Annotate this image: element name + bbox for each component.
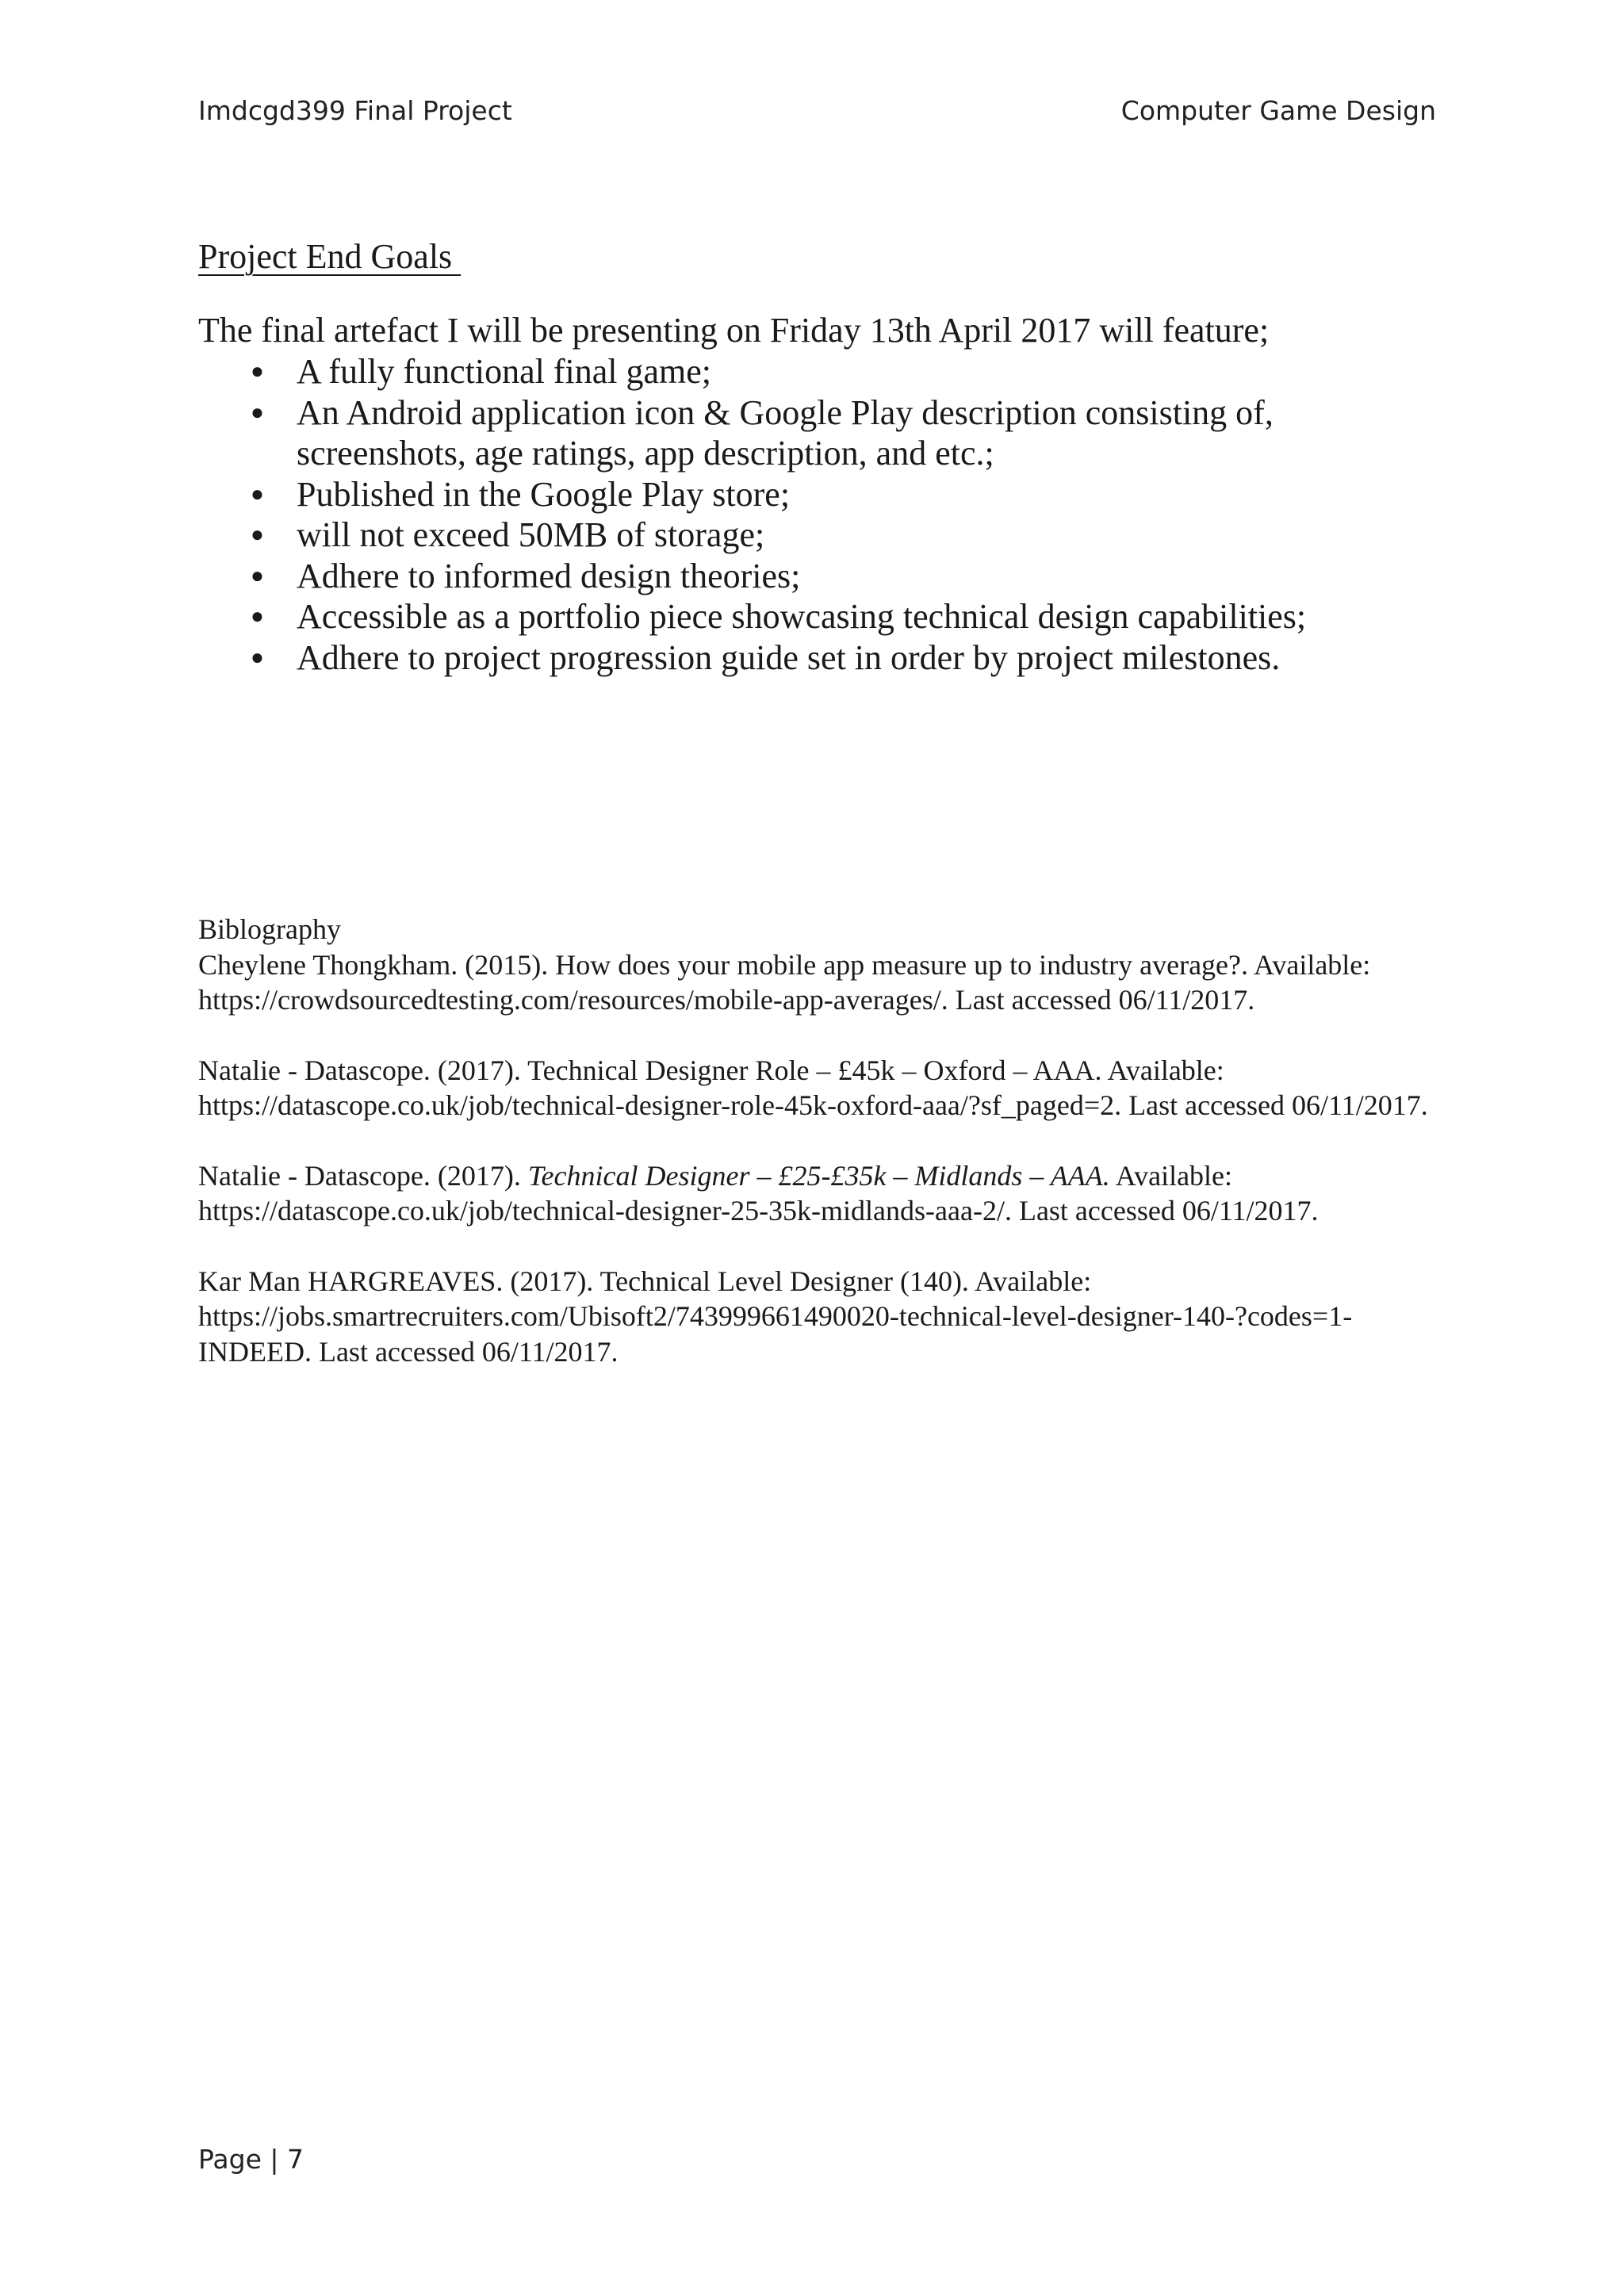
reference-title-italic: Technical Designer – £25-£35k – Midlands – AAA. <box>527 1159 1110 1192</box>
reference-text: Natalie - Datascope. (2017). Technical Designer Role – £45k – Oxford – AAA. Available: https://datascope.co.uk/job/technical-designer-role-45k-oxford-aaa/?sf_paged=2. Last accessed 06/11/2017. <box>198 1054 1428 1121</box>
reference-entry <box>198 947 1435 1018</box>
goal-item <box>251 515 1435 556</box>
goal-text: An Android application icon & Google Play description consisting of, screenshots, age ratings, app description, and etc.; <box>297 392 1274 473</box>
reference-text: Natalie - Datascope. (2017). <box>198 1159 528 1192</box>
goal-item <box>251 474 1435 515</box>
reference-entry <box>198 1264 1435 1370</box>
bullet-icon: ● <box>251 359 264 384</box>
header-course-title: Computer Game Design <box>1120 95 1436 126</box>
bullet-icon: ● <box>251 522 264 547</box>
bullet-icon: ● <box>251 400 264 425</box>
goal-text: will not exceed 50MB of storage; <box>297 515 765 554</box>
goal-item <box>251 596 1435 637</box>
goal-text: A fully functional final game; <box>297 352 711 391</box>
reference-entry <box>198 1053 1435 1123</box>
goal-item <box>251 351 1435 392</box>
bibliography-heading: Biblography <box>198 913 341 945</box>
goal-text: Adhere to project progression guide set in order by project milestones. <box>297 637 1281 677</box>
bullet-icon: ● <box>251 604 264 629</box>
reference-entry <box>198 1158 1435 1229</box>
page-footer <box>198 2144 304 2175</box>
goal-item <box>251 392 1435 474</box>
section-intro: The final artefact I will be presenting on Friday 13th April 2017 will feature; <box>198 311 1270 350</box>
goal-item <box>251 637 1435 679</box>
goals-list <box>198 351 1435 678</box>
bullet-icon: ● <box>251 563 264 588</box>
reference-text: Cheylene Thongkham. (2015). How does your mobile app measure up to industry average?. Available: https://crowdsourcedtesting.com/resources/mobile-app-averages/. Last accessed 06/11/2017. <box>198 948 1371 1016</box>
bullet-icon: ● <box>251 481 264 507</box>
goal-text: Published in the Google Play store; <box>297 474 791 514</box>
section-title: Project End Goals <box>198 237 462 276</box>
main-content <box>198 236 1435 678</box>
header-project-title: Imdcgd399 Final Project <box>198 95 512 126</box>
page-header <box>198 95 1436 126</box>
bibliography <box>198 912 1435 1404</box>
goal-text: Adhere to informed design theories; <box>297 556 801 595</box>
reference-text-after: Available: https://datascope.co.uk/job/technical-designer-25-35k-midlands-aaa-2/. Last accessed 06/11/2017. <box>198 1159 1319 1226</box>
goal-text: Accessible as a portfolio piece showcasing technical design capabilities; <box>297 597 1307 636</box>
page-number: Page | 7 <box>198 2144 304 2175</box>
goal-item <box>251 556 1435 597</box>
reference-text: Kar Man HARGREAVES. (2017). Technical Level Designer (140). Available: https://jobs.smartrecruiters.com/Ubisoft2/743999661490020-technical-level-designer-140-?codes=1-INDEED. Last accessed 06/11/2017. <box>198 1265 1353 1368</box>
bullet-icon: ● <box>251 645 264 670</box>
